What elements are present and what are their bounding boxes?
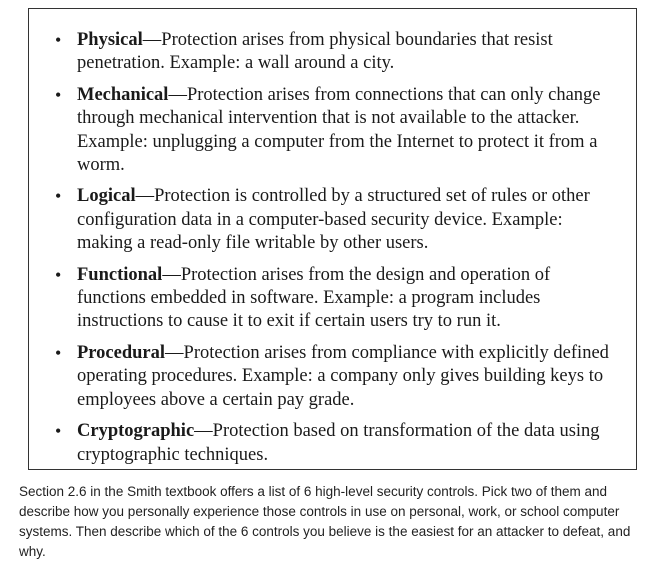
control-description: Protection based on transformation of the data using cryptographic techniques.: [77, 421, 600, 465]
bullet-icon: •: [55, 421, 62, 442]
term-dash: —: [135, 186, 155, 207]
control-term: Procedural: [77, 342, 166, 363]
list-item: [29, 264, 636, 334]
control-description: Protection arises from compliance with explicitly defined operating procedures. Example: a company only gives building keys to employees above a certain pay grade.: [77, 342, 609, 410]
control-term: Logical: [77, 186, 136, 207]
control-term: Cryptographic: [77, 421, 195, 442]
term-dash: —: [162, 264, 181, 285]
control-description: Protection arises from physical boundaries that resist penetration. Example: a wall around a city.: [77, 30, 553, 74]
bullet-icon: •: [55, 264, 62, 285]
bullet-icon: •: [55, 342, 62, 363]
list-item: [29, 29, 636, 76]
control-description: Protection arises from connections that can only change through mechanical intervention that is not available to the attacker. Example: unplugging a computer from the Internet to protect it from a worm.: [77, 84, 601, 176]
bullet-icon: •: [55, 84, 62, 105]
list-item: [29, 420, 636, 467]
list-item: [29, 84, 636, 178]
control-term: Physical: [77, 30, 143, 50]
term-dash: —: [165, 342, 184, 363]
term-dash: —: [194, 421, 213, 442]
list-item: [29, 185, 636, 255]
list-item: [29, 342, 636, 412]
control-term: Functional: [77, 264, 163, 285]
control-description: Protection arises from the design and operation of functions embedded in software. Example: a program includes instructions to cause it to exit if certain users try to run it.: [77, 264, 551, 332]
control-description: Protection is controlled by a structured set of rules or other configuration data in a computer-based security device. Example: making a read-only file writable by other users.: [77, 186, 590, 254]
textbook-excerpt-box: [28, 8, 637, 470]
bullet-icon: •: [55, 30, 62, 50]
term-dash: —: [142, 30, 162, 50]
assignment-question: Section 2.6 in the Smith textbook offers a list of 6 high-level security controls. Pick two of them and describe how you personally experience those controls in use on personal, work, or school computer systems. Then describe which of the 6 controls you believe is the easiest for an attacker to defeat, and why.: [19, 484, 631, 559]
bullet-icon: •: [55, 186, 62, 207]
control-term: Mechanical: [77, 84, 169, 105]
security-controls-list: [29, 29, 636, 475]
term-dash: —: [168, 84, 187, 105]
